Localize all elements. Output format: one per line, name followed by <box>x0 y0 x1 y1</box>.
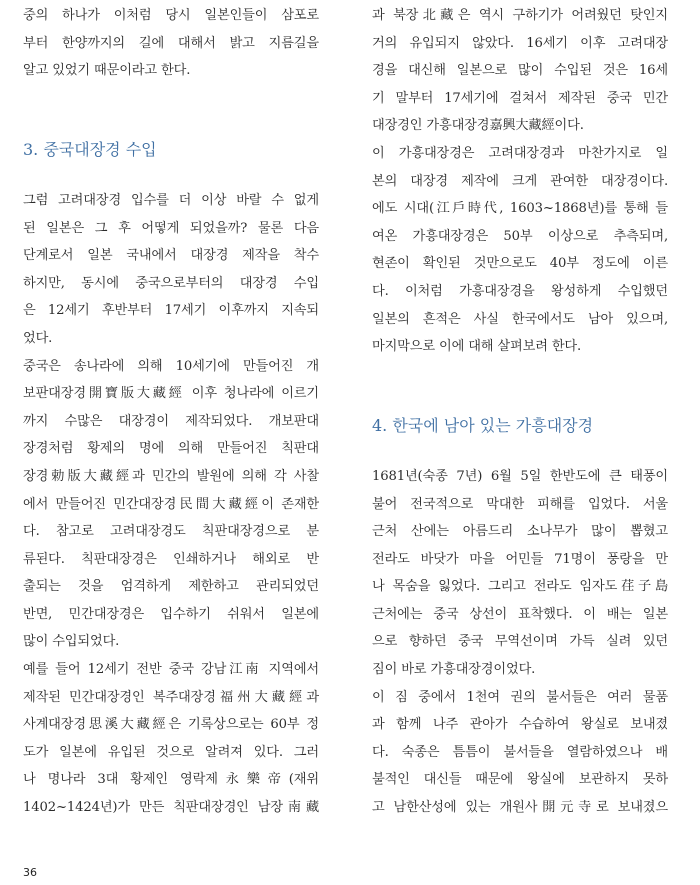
text-line: 이 가흥대장경은 고려대장경과 마찬가지로 일 <box>372 145 668 161</box>
text-line: 그럼 고려대장경 입수를 더 이상 바랄 수 없게 <box>23 192 319 208</box>
text-line: 불적인 대신들 때문에 왕실에 보관하지 못하 <box>372 772 668 788</box>
text-line: 전라도 바닷가 마을 어민들 71명이 풍랑을 만 <box>372 551 668 567</box>
section-heading: 3. 중국대장경 수입 <box>23 140 157 160</box>
text-line: 까지 수많은 대장경이 제작되었다. 개보판대 <box>23 413 319 429</box>
text-line: 된 일본은 그 후 어떻게 되었을까? 물론 다음 <box>23 220 319 236</box>
text-line: 기 말부터 17세기에 걸쳐서 제작된 중국 민간 <box>372 90 668 106</box>
text-line: 거의 유입되지 않았다. 16세기 이후 고려대장 <box>372 35 668 51</box>
text-line: 일본의 흔적은 사실 한국에서도 남아 있으며, <box>372 311 668 327</box>
text-line: 마지막으로 이에 대해 살펴보려 한다. <box>372 339 582 355</box>
text-line: 불어 전국적으로 막대한 피해를 입었다. 서울 <box>372 496 668 512</box>
left-column <box>23 0 319 822</box>
text-line: 하지만, 동시에 중국으로부터의 대장경 수입 <box>23 275 319 291</box>
text-line: 1402~1424년)가 만든 칙판대장경인 남장南藏 <box>23 800 319 816</box>
text-line: 고 남한산성에 있는 개원사開元寺로 보내졌으 <box>372 800 668 816</box>
text-line: 짐이 바로 가흥대장경이었다. <box>372 662 536 678</box>
right-column <box>372 0 668 822</box>
text-line: 장경勅版大藏經과 민간의 발원에 의해 각 사찰 <box>23 468 319 484</box>
text-line: 으로 향하던 중국 무역선이며 가득 실려 있던 <box>372 634 668 650</box>
text-line: 현존이 확인된 것만으로도 40부 정도에 이른 <box>372 256 668 272</box>
text-line: 나 목숨을 잃었다. 그리고 전라도 임자도荏子島 <box>372 579 668 595</box>
text-line: 부터 한양까지의 길에 대해서 밝고 지름길을 <box>23 35 319 51</box>
text-line: 과 북장北藏은 역시 구하기가 어려웠던 탓인지 <box>372 8 668 23</box>
text-line: 에도 시대(江戶時代, 1603~1868년)를 통해 들 <box>372 201 668 217</box>
text-line: 에서 만들어진 민간대장경民間大藏經이 존재한 <box>23 496 319 512</box>
text-line: 은 12세기 후반부터 17세기 이후까지 지속되 <box>23 303 319 319</box>
text-line: 중의 하나가 이처럼 당시 일본인들이 삼포로 <box>23 8 319 23</box>
text-line: 단계로서 일본 국내에서 대장경 제작을 착수 <box>23 248 319 264</box>
text-line: 중국은 송나라에 의해 10세기에 만들어진 개 <box>23 358 319 374</box>
section-heading: 4. 한국에 남아 있는 가흥대장경 <box>372 416 594 436</box>
text-line: 다. 이처럼 가흥대장경을 왕성하게 수입했던 <box>372 283 668 299</box>
text-line: 여온 가흥대장경은 50부 이상으로 추측되며, <box>372 228 668 244</box>
text-line: 대장경인 가흥대장경嘉興大藏經이다. <box>372 118 584 134</box>
text-line: 이 짐 중에서 1천여 권의 불서들은 여러 물품 <box>372 689 668 705</box>
text-line: 도가 일본에 유입된 것으로 알려져 있다. 그러 <box>23 744 319 760</box>
text-line: 장경처럼 황제의 명에 의해 만들어진 칙판대 <box>23 441 319 457</box>
text-line: 예를 들어 12세기 전반 중국 강남江南 지역에서 <box>23 662 319 678</box>
text-line: 근처 산에는 아름드리 소나무가 많이 뽑혔고 <box>372 524 668 540</box>
text-line: 과 함께 나주 관아가 수습하여 왕실로 보내졌 <box>372 717 668 733</box>
text-line: 출되는 것을 엄격하게 제한하고 관리되었던 <box>23 579 319 595</box>
text-line: 보판대장경開寶版大藏經 이후 청나라에 이르기 <box>23 386 319 402</box>
text-line: 다. 참고로 고려대장경도 칙판대장경으로 분 <box>23 524 319 540</box>
text-line: 류된다. 칙판대장경은 인쇄하거나 해외로 반 <box>23 551 319 567</box>
text-line: 나 명나라 3대 황제인 영락제永樂帝(재위 <box>23 772 319 788</box>
text-line: 많이 수입되었다. <box>23 634 120 650</box>
text-line: 1681년(숙종 7년) 6월 5일 한반도에 큰 태풍이 <box>372 468 668 484</box>
text-line: 제작된 민간대장경인 복주대장경福州大藏經과 <box>23 689 319 705</box>
text-line: 사계대장경思溪大藏經은 기록상으로는 60부 정 <box>23 717 319 733</box>
text-line: 본의 대장경 제작에 크게 관여한 대장경이다. <box>372 173 668 189</box>
text-line: 었다. <box>23 330 53 346</box>
text-line: 경을 대신해 일본으로 많이 수입된 것은 16세 <box>372 63 668 79</box>
text-line: 근처에는 중국 상선이 표착했다. 이 배는 일본 <box>372 606 668 622</box>
text-line: 알고 있었기 때문이라고 한다. <box>23 63 191 79</box>
text-line: 다. 숙종은 틈틈이 불서들을 열람하였으나 배 <box>372 744 668 760</box>
text-line: 반면, 민간대장경은 입수하기 쉬워서 일본에 <box>23 606 319 622</box>
page-number: 36 <box>23 866 37 879</box>
